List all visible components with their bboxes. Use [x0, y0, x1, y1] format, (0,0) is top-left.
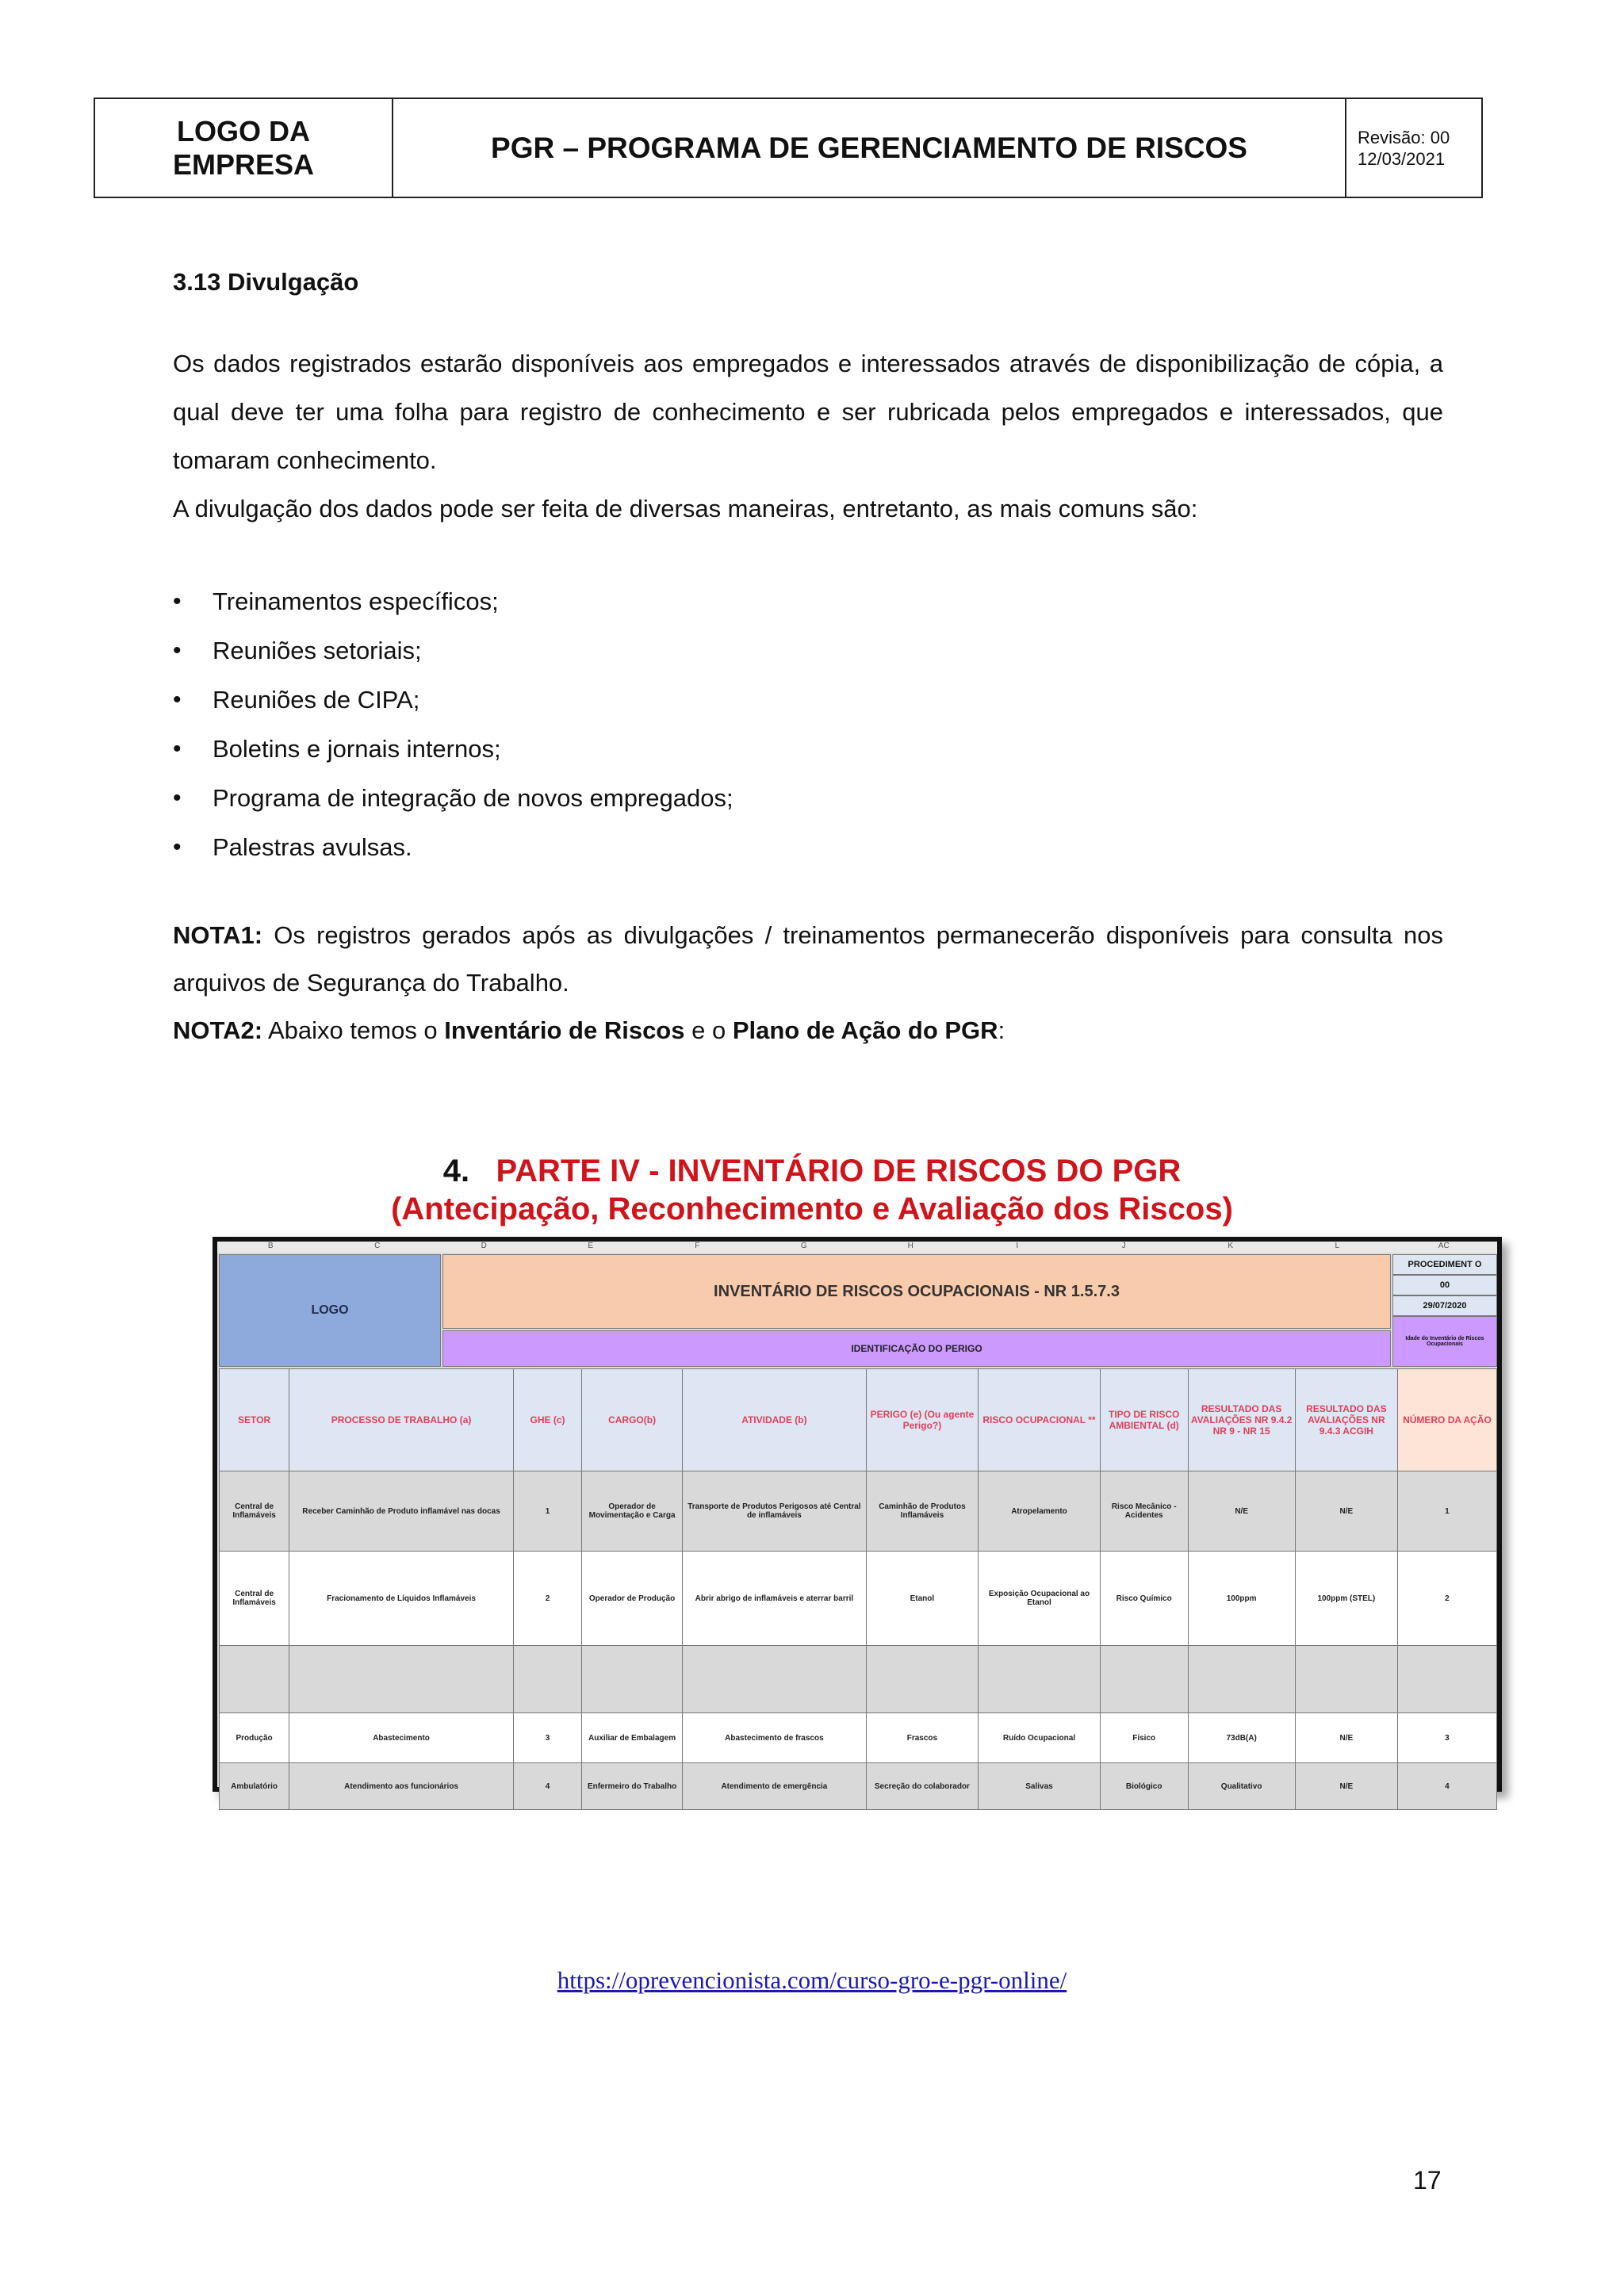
nota-2-text: Abaixo temos o: [262, 1016, 445, 1044]
risk-inventory-spreadsheet: [213, 1237, 1502, 1792]
table-row: [220, 1646, 1497, 1713]
table-cell: [582, 1646, 683, 1713]
table-cell: 2: [513, 1552, 581, 1646]
table-cell: Transporte de Produtos Perigosos até Central de inflamáveis: [683, 1471, 867, 1552]
table-cell: 100ppm (STEL): [1295, 1552, 1397, 1646]
part-number: 4.: [442, 1154, 470, 1188]
table-cell: [683, 1646, 867, 1713]
nota-1-text: Os registros gerados após as divulgações / treinamentos permanecerão disponíveis para consulta nos arquivos de Segurança do Trabalho.: [173, 921, 1443, 997]
table-cell: Receber Caminhão de Produto inflamável nas docas: [289, 1471, 514, 1552]
page-number: 17: [1413, 2166, 1442, 2195]
table-cell: Operador de Produção: [582, 1552, 683, 1646]
part-title: PARTE IV - INVENTÁRIO DE RISCOS DO PGR: [496, 1154, 1182, 1188]
column-letter: I: [1016, 1242, 1019, 1250]
table-cell: Atendimento de emergência: [683, 1763, 867, 1810]
table-cell: Fracionamento de Líquidos Inflamáveis: [289, 1552, 514, 1646]
list-item-text: Treinamentos específicos;: [213, 587, 499, 615]
table-row: [220, 1763, 1497, 1810]
list-item: [173, 774, 1443, 823]
nota-2-bold: Plano de Ação do PGR: [732, 1016, 998, 1044]
table-cell: [220, 1646, 289, 1713]
table-cell: 3: [513, 1713, 581, 1763]
bullet-list: [173, 577, 1443, 872]
list-item: [173, 823, 1443, 872]
table-cell: [866, 1646, 978, 1713]
sheet-title: INVENTÁRIO DE RISCOS OCUPACIONAIS - NR 1.5.7.3: [442, 1254, 1391, 1329]
nota-2-bold: Inventário de Riscos: [444, 1016, 685, 1044]
table-cell: 4: [513, 1763, 581, 1810]
table-cell: 100ppm: [1188, 1552, 1295, 1646]
column-header: CARGO(b): [582, 1369, 683, 1471]
nota-1-label: NOTA1:: [173, 921, 263, 949]
table-cell: Enfermeiro do Trabalho: [582, 1763, 683, 1810]
table-cell: [513, 1646, 581, 1713]
table-cell: Qualitativo: [1188, 1763, 1295, 1810]
column-header: SETOR: [220, 1369, 289, 1471]
bullet-icon: •: [173, 736, 182, 762]
column-letter: D: [481, 1242, 487, 1250]
sheet-logo: LOGO: [219, 1254, 441, 1367]
column-letters: [217, 1242, 1497, 1253]
table-cell: Etanol: [866, 1552, 978, 1646]
table-header-row: [220, 1369, 1497, 1471]
column-header: RESULTADO DAS AVALIAÇÕES NR 9.4.3 ACGIH: [1295, 1369, 1397, 1471]
nota-2-text: :: [998, 1016, 1005, 1044]
bullet-icon: •: [173, 834, 182, 860]
table-cell: [289, 1646, 514, 1713]
column-header: GHE (c): [513, 1369, 581, 1471]
table-cell: 73dB(A): [1188, 1713, 1295, 1763]
table-cell: Central de Inflamáveis: [220, 1471, 289, 1552]
table-cell: 1: [1397, 1471, 1496, 1552]
nota-2-text: e o: [684, 1016, 733, 1044]
table-cell: Físico: [1100, 1713, 1188, 1763]
list-item: [173, 626, 1443, 675]
table-row: [220, 1552, 1497, 1646]
notes: [173, 912, 1443, 1054]
table-cell: Risco Químico: [1100, 1552, 1188, 1646]
list-item: [173, 577, 1443, 626]
table-cell: [1100, 1646, 1188, 1713]
table-cell: N/E: [1188, 1471, 1295, 1552]
section-title: 3.13 Divulgação: [173, 268, 359, 296]
table-cell: Auxiliar de Embalagem: [582, 1713, 683, 1763]
table-cell: Frascos: [866, 1713, 978, 1763]
column-letter: E: [588, 1242, 594, 1250]
table-cell: Salivas: [979, 1763, 1101, 1810]
table-cell: Operador de Movimentação e Carga: [582, 1471, 683, 1552]
column-letter: L: [1335, 1242, 1340, 1250]
nota-2: [173, 1007, 1443, 1054]
list-item-text: Boletins e jornais internos;: [213, 735, 501, 763]
revision-date: 12/03/2021: [1358, 148, 1446, 169]
company-logo-placeholder: [95, 99, 393, 197]
table-cell: Biológico: [1100, 1763, 1188, 1810]
table-cell: [979, 1646, 1101, 1713]
procedure-box: [1392, 1254, 1497, 1367]
table-cell: 1: [513, 1471, 581, 1552]
column-header: PERIGO (e) (Ou agente Perigo?): [866, 1369, 978, 1471]
bullet-icon: •: [173, 687, 182, 713]
table-cell: Ambulatório: [220, 1763, 289, 1810]
column-header: ATIVIDADE (b): [683, 1369, 867, 1471]
table-cell: [1188, 1646, 1295, 1713]
table-cell: 3: [1397, 1713, 1496, 1763]
procedure-date: 29/07/2020: [1392, 1295, 1497, 1316]
column-header: PROCESSO DE TRABALHO (a): [289, 1369, 514, 1471]
bullet-icon: •: [173, 637, 182, 664]
document-title: PGR – PROGRAMA DE GERENCIAMENTO DE RISCOS: [393, 99, 1346, 197]
column-letter: H: [907, 1242, 914, 1250]
table-cell: Abrir abrigo de inflamáveis e aterrar barril: [683, 1552, 867, 1646]
paragraph-1: Os dados registrados estarão disponíveis aos empregados e interessados através de disponibilização de cópia, a qual deve ter uma folha para registro de conhecimento e ser rubricada pelos empregados e interessados, que tomaram conhecimento.: [173, 350, 1443, 474]
column-header: RISCO OCUPACIONAL **: [979, 1369, 1101, 1471]
table-row: [220, 1471, 1497, 1552]
column-letter: B: [267, 1242, 274, 1250]
table-cell: N/E: [1295, 1713, 1397, 1763]
column-letter: G: [800, 1242, 807, 1250]
risk-inventory-table: [219, 1368, 1497, 1810]
section-body: [173, 339, 1443, 533]
table-cell: Secreção do colaborador: [866, 1763, 978, 1810]
column-letter: K: [1228, 1242, 1234, 1250]
logo-line-2: EMPRESA: [172, 147, 315, 181]
column-header: TIPO DE RISCO AMBIENTAL (d): [1100, 1369, 1188, 1471]
table-cell: N/E: [1295, 1763, 1397, 1810]
part-subtitle: (Antecipação, Reconhecimento e Avaliação dos Riscos): [391, 1192, 1233, 1226]
column-header: NÚMERO DA AÇÃO: [1397, 1369, 1496, 1471]
column-header: RESULTADO DAS AVALIAÇÕES NR 9.4.2 NR 9 - NR 15: [1188, 1369, 1295, 1471]
table-cell: Produção: [220, 1713, 289, 1763]
table-cell: Exposição Ocupacional ao Etanol: [979, 1552, 1101, 1646]
table-cell: Atendimento aos funcionários: [289, 1763, 514, 1810]
document-header: [94, 98, 1483, 198]
table-cell: Abastecimento de frascos: [683, 1713, 867, 1763]
table-cell: Risco Mecânico - Acidentes: [1100, 1471, 1188, 1552]
table-cell: 2: [1397, 1552, 1496, 1646]
list-item-text: Reuniões setoriais;: [213, 637, 422, 664]
column-letter: AC: [1438, 1242, 1450, 1250]
bullet-icon: •: [173, 588, 182, 614]
table-cell: Caminhão de Produtos Inflamáveis: [866, 1471, 978, 1552]
paragraph-2: A divulgação dos dados pode ser feita de diversas maneiras, entretanto, as mais comuns são:: [173, 495, 1198, 522]
table-cell: Central de Inflamáveis: [220, 1552, 289, 1646]
procedure-label: PROCEDIMENT O: [1392, 1254, 1497, 1275]
revision-box: [1346, 99, 1481, 197]
nota-1: [173, 912, 1443, 1007]
part-heading: [0, 1152, 1624, 1228]
list-item: [173, 725, 1443, 774]
list-item-text: Programa de integração de novos empregados;: [213, 784, 733, 812]
sheet-identification-band: IDENTIFICAÇÃO DO PERIGO: [442, 1330, 1391, 1367]
list-item-text: Reuniões de CIPA;: [213, 686, 420, 714]
column-letter: J: [1121, 1242, 1126, 1250]
nota-2-label: NOTA2:: [173, 1016, 263, 1044]
list-item-text: Palestras avulsas.: [213, 833, 412, 861]
list-item: [173, 675, 1443, 725]
procedure-number: 00: [1392, 1275, 1497, 1295]
column-letter: C: [374, 1242, 381, 1250]
table-row: [220, 1713, 1497, 1763]
revision-label: Revisão: 00: [1358, 127, 1450, 147]
logo-line-1: LOGO DA: [177, 114, 310, 147]
bullet-icon: •: [173, 785, 182, 811]
column-letter: F: [695, 1242, 700, 1250]
procedure-note: Idade do Inventário de Riscos Ocupacionais: [1392, 1316, 1497, 1367]
table-cell: [1295, 1646, 1397, 1713]
table-cell: Atropelamento: [979, 1471, 1101, 1552]
course-link[interactable]: https://oprevencionista.com/curso-gro-e-pgr-online/: [557, 1966, 1067, 1994]
table-cell: [1397, 1646, 1496, 1713]
table-cell: 4: [1397, 1763, 1496, 1810]
table-cell: N/E: [1295, 1471, 1397, 1552]
table-cell: Abastecimento: [289, 1713, 514, 1763]
table-cell: Ruído Ocupacional: [979, 1713, 1101, 1763]
